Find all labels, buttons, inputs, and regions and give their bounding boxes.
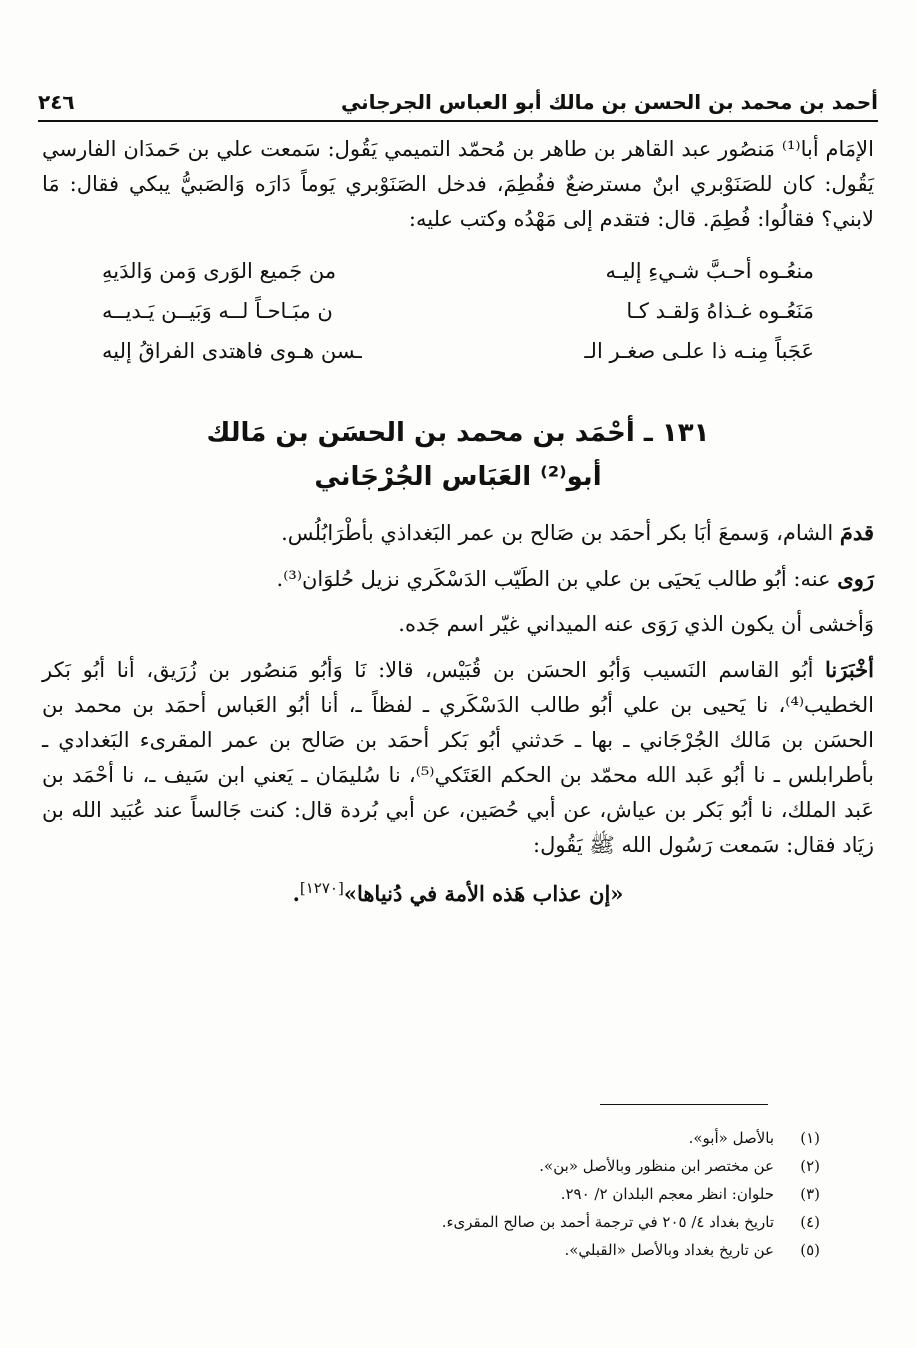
footnotes [60,1124,820,1264]
hadith-quote: «إن عذاب هَذه الأمة في دُنياها» [343,881,624,906]
footnote-number: (١) [800,1129,820,1147]
footnote [60,1236,820,1264]
hadith-reference: [١٢٧٠] [299,879,344,897]
verse-line [102,251,814,291]
poem [102,251,814,371]
footnote-text: بالأصل «أبو». [688,1129,774,1147]
biography-title-line-1: ١٣١ ـ أحْمَد بن محمد بن الحسَن بن مَالك [206,418,710,448]
footnote [60,1208,820,1236]
page-body [42,132,874,906]
footnote [60,1124,820,1152]
isnad-paragraph [42,652,874,863]
verse-line [102,331,814,371]
footnote [60,1152,820,1180]
footnote-number: (٣) [800,1185,820,1203]
footnote-number: (٥) [800,1241,820,1259]
verse-first-hemistich: منعُـوه أحـبَّ شـيءِ إليـه [605,259,814,283]
paragraph-text: عنه: أبُو طالب يَحيَى بن علي بن الطَيّب الدَسْكَري نزيل حُلوَان⁽³⁾. [276,567,838,591]
biography-paragraph-2 [42,561,874,597]
footnote-number: (٤) [800,1213,820,1231]
intro-paragraph: الإمَام أبا⁽¹⁾ مَنصُور عبد القاهر بن طاهر بن مُحمّد التميمي يَقُول: سَمعت علي بن حَمدَان الفارسي يَقُول: كان للصَنَوْبري ابنٌ مسترضعٌ ففُطِمَ، فدخل الصَنَوْبري يَوماً دَارَه وَالصَبيُّ يبكي فقال: مَا لابني؟ فقالُوا: فُطِمَ. قال: فتقدم إلى مَهْدُه وكتب عليه: [42,137,874,231]
footnote-number: (٢) [800,1157,820,1175]
verse-first-hemistich: مَنَعُـوه غـذاهُ وَلقـد كـا [626,299,814,323]
paragraph-lead-word: قدمَ [839,520,874,545]
footnote-text: حلوان: انظر معجم البلدان ٢/ ٢٩٠. [560,1185,774,1203]
footnote-text: عن تاريخ بغداد وبالأصل «القبلي». [564,1241,774,1259]
footnote-text: تاريخ بغداد ٤/ ٢٠٥ في ترجمة أحمد بن صالح المقرىء. [441,1213,774,1231]
verse-second-hemistich: ـسن هـوى فاهتدى الفراقُ إليه [102,339,362,363]
biography-paragraph-3: وَأخشى أن يكون الذي رَوَى عنه الميداني غيّر اسم جَده. [398,612,874,636]
hadith-text: «إن عذاب هَذه الأمة في دُنياها»[١٢٧٠]. [292,879,624,906]
biography-paragraph-1 [42,515,874,551]
page-number: ٢٤٦ [38,90,75,114]
footnote-rule [600,1104,768,1105]
running-title: أحمد بن محمد بن الحسن بن مالك أبو العباس الجرجاني [340,90,878,114]
verse-first-hemistich: عَجَباً مِنـه ذا علـى صغـر الـ [584,339,814,363]
verse-line [102,291,814,331]
paragraph-lead-word: أخْبَرَنا [825,657,874,682]
paragraph-text: الشام، وَسمعَ أبَا بكر أحمَد بن صَالح بن عمر البَغداذي بأطْرَابُلُس. [281,521,840,545]
verse-second-hemistich: ن مبَـاحـاً لــه وَبَيــن يَـديــه [102,299,333,323]
paragraph-lead-word: رَوى [837,566,874,591]
header-rule [38,120,878,122]
footnote-text: عن مختصر ابن منظور وبالأصل «بن». [539,1157,774,1175]
paragraph-text: أبُو القاسم النَسيب وَأبُو الحسَن بن قُبَيْس، قالا: نَا وَأبُو مَنصُور بن زُرَيق، أنا أبُو بَكر الخطيب⁽⁴⁾، نا يَحيى بن علي أبُو طالب الدَسْكَري ـ لفظاً ـ، أنا أبُو العَباس أحمَد بن محمد بن الحسَن بن مَالك الجُرْجَاني ـ بها ـ حَدثني أبُو بَكر أحمَد بن صَالح بن عمر المقرىء البَغدادي ـ بأطرابلس ـ نا أبُو عَبد الله محمّد بن الحكم العَتَكي⁽⁵⁾، نا سُليمَان ـ يَعني ابن سَيف ـ، نا أحْمَد بن عَبد الملك، نا أبُو بَكر بن عياش، عن أبي حُصَين، عن أبي بُردة قال: كنت جَالساً عند عُبَيد الله بن زيَاد فقال: سَمعت رَسُول الله ﷺ يَقُول: [42,658,874,857]
running-head [38,68,878,120]
biography-heading [42,411,874,499]
verse-second-hemistich: من جَميع الوَرى وَمن وَالدَيهِ [102,259,337,283]
footnote [60,1180,820,1208]
biography-title-line-2: أبو⁽²⁾ العَبَاس الجُرْجَاني [314,462,602,492]
